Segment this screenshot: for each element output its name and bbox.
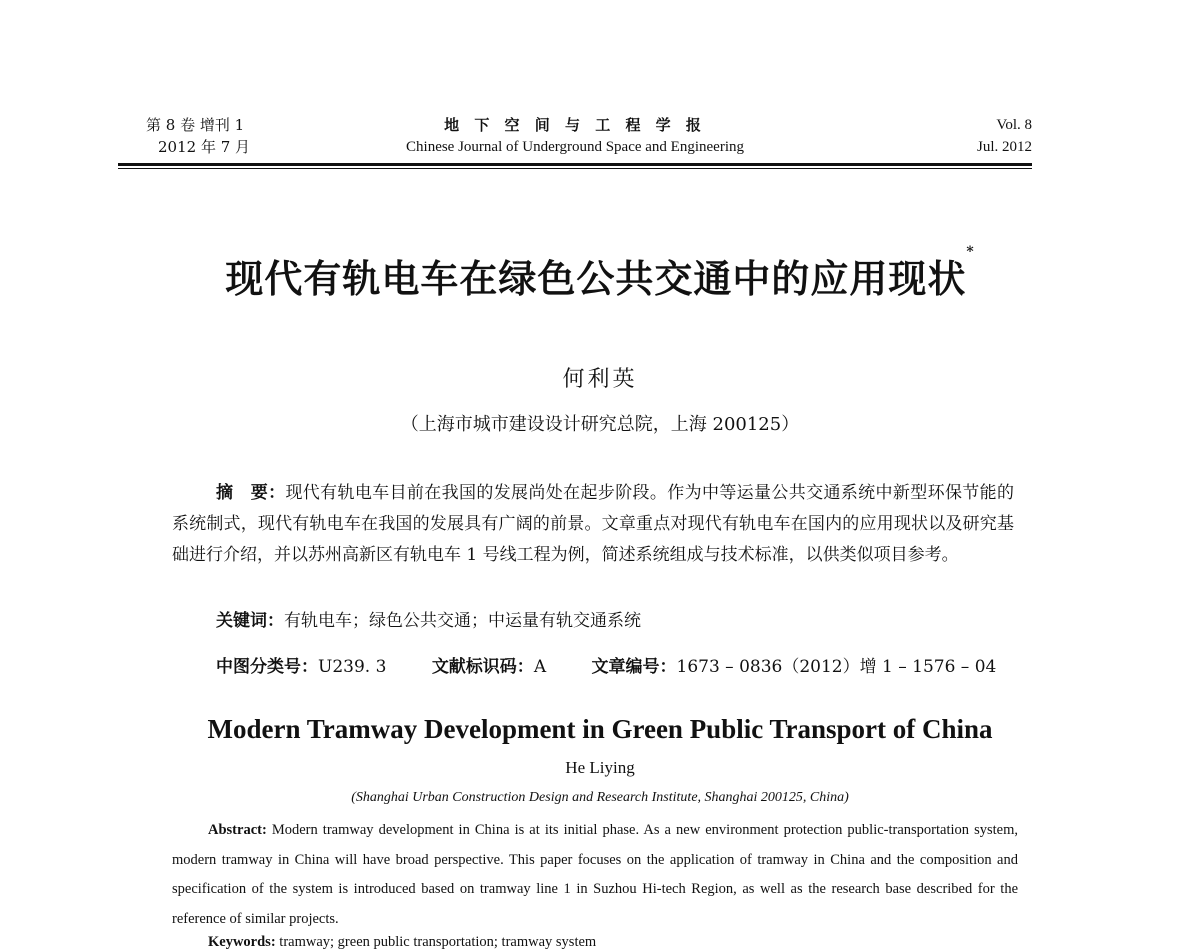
- title-text: 现代有轨电车在绿色公共交通中的应用现状: [225, 256, 967, 301]
- abstract-cn-label: 摘 要：: [216, 483, 286, 503]
- date-cn: 2012 年 7 月: [158, 138, 251, 156]
- volume-date-en: [977, 114, 1032, 158]
- document-code-value: A: [533, 657, 547, 677]
- keywords-cn-label: 关键词：: [216, 611, 284, 631]
- article-number: [592, 652, 997, 677]
- document-code: [432, 652, 546, 677]
- clc-value: U239. 3: [318, 657, 387, 677]
- article-number-label: 文章编号：: [591, 657, 677, 677]
- keywords-en-label: Keywords:: [208, 934, 280, 950]
- article-number-value: 1673 – 0836（2012）增 1 – 1576 – 04: [676, 657, 997, 677]
- keywords-cn: [216, 606, 641, 631]
- article-title-cn: [0, 244, 1200, 303]
- abstract-en: [172, 816, 1018, 934]
- clc-label: 中图分类号：: [216, 657, 318, 677]
- article-title-en: Modern Tramway Development in Green Public Transport of China: [207, 714, 993, 744]
- clc-number: [216, 652, 386, 677]
- running-header: [118, 114, 1032, 160]
- keywords-cn-text: 有轨电车；绿色公共交通；中运量有轨交通系统: [284, 611, 641, 631]
- abstract-en-text: Modern tramway development in China is at its initial phase. As a new environment protection public-transportation system, modern tramway in China will have broad perspective. This paper focuses on the application of tramway in China and the composition and specification of the system is introduced based on tramway line 1 in Suzhou Hi-tech Region, as well as the research base described for the reference of similar projects.: [172, 822, 1018, 927]
- journal-name: [118, 114, 1032, 158]
- volume-issue-cn: 第 8 卷 增刊 1: [146, 116, 245, 134]
- author-cn: 何利英: [562, 367, 638, 392]
- title-footnote-mark: *: [966, 244, 975, 260]
- header-rule-thin: [118, 168, 1032, 169]
- keywords-en: [208, 934, 596, 951]
- journal-name-en: Chinese Journal of Underground Space and Engineering: [406, 139, 744, 155]
- date-en: Jul. 2012: [976, 139, 1032, 155]
- affiliation-cn: （上海市城市建设设计研究总院，上海 200125）: [400, 414, 800, 435]
- author-en: He Liying: [565, 758, 635, 777]
- keywords-en-text: tramway; green public transportation; tramway system: [279, 934, 597, 950]
- journal-name-cn: 地 下 空 间 与 工 程 学 报: [444, 116, 706, 134]
- document-code-label: 文献标识码：: [431, 657, 534, 677]
- affiliation-en: (Shanghai Urban Construction Design and Research Institute, Shanghai 200125, China): [351, 790, 849, 805]
- volume-en: Vol. 8: [996, 117, 1032, 133]
- classification-line: [216, 652, 1016, 677]
- header-rule-thick: [118, 163, 1032, 166]
- abstract-en-label: Abstract:: [208, 822, 272, 838]
- abstract-cn-text: 现代有轨电车目前在我国的发展尚处在起步阶段。作为中等运量公共交通系统中新型环保节能的系统制式，现代有轨电车在我国的发展具有广阔的前景。文章重点对现代有轨电车在国内的应用现状以及研究基础进行介绍，并以苏州高新区有轨电车 1 号线工程为例，简述系统组成与技术标准，以供类似项目参考。: [172, 483, 1015, 565]
- abstract-cn: [172, 478, 1014, 571]
